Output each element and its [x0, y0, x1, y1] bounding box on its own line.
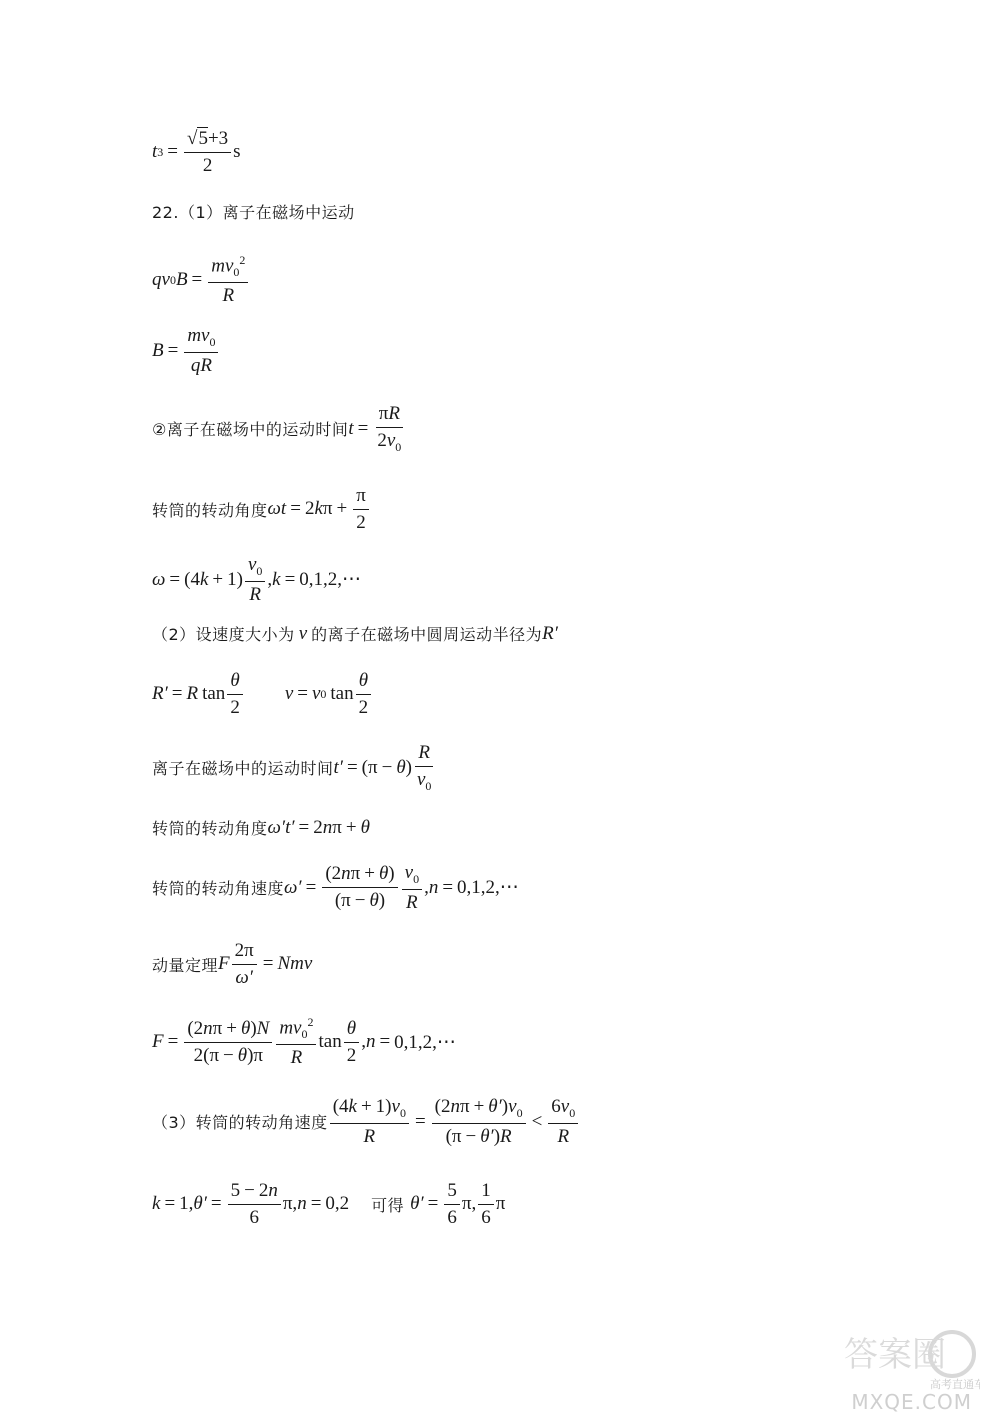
part2-heading: （2）设速度大小为 v 的离子在磁场中圆周运动半径为 R′: [152, 622, 558, 644]
eq-omega: ω = (4 k + 1) $\frac{v_0}{R}$ , k = 0,1,2,⋯: [152, 554, 362, 605]
watermark-small-text: 高考直通车: [930, 1378, 980, 1391]
eq-t3: t 3 = $\frac{√5+3}{2}$ s: [152, 128, 241, 176]
watermark-logo-text: 答案圈: [844, 1335, 946, 1375]
watermark-text: MXQE.COM: [851, 1390, 972, 1414]
eq-momentum: 动量定理 F $\frac{2\pi}{\omega'}$ = Nmv: [152, 940, 313, 988]
eq-result: k = 1, θ′ = $\frac{5 - 2n}{6}$ π, n = 0,2 可得 θ′ = $\frac{5}{6}$ π, $\frac{1}{6}$ π: [152, 1180, 506, 1228]
eq-force: F = $\frac{(2n\pi + \theta)N}{2(\pi - \theta)\pi}$ $\frac{mv_0^2}{R}$ tan $\frac{\theta}{2}$ , n = 0,1,2,⋯: [152, 1015, 456, 1068]
eq-radius: R′ = R tan $\frac{\theta}{2}$ v = v 0 tan $\frac{\theta}{2}$: [152, 670, 373, 719]
eq-rotation-angle-2: 转筒的转动角度 ω′t′ = 2 n π + θ: [152, 816, 370, 838]
eq-part3: （3）转筒的转动角速度 $\frac{(4k + 1)v_0}{R}$ = $\frac{(2n\pi + \theta')v_0}{(\pi - \theta')R}$ < $\frac{6v_0}{R}$: [152, 1096, 580, 1147]
eq-b-field: B = $\frac{mv_0}{qR}$: [152, 325, 220, 376]
eq-part1-time: ②离子在磁场中的运动时间 t = $\frac{\pi R}{2v_0}$: [152, 403, 402, 454]
eq-ion-time: 离子在磁场中的运动时间 t′ = (π − θ ) $\frac{R}{v_0}$: [152, 742, 432, 793]
watermark-badge-icon: [840, 1326, 980, 1396]
eq-rotation-angle: 转筒的转动角度 ωt = 2 k π + $\frac{\pi}{2}$: [152, 485, 371, 534]
eq-lorentz: qv 0 B = $\frac{mv_0^2}{R}$: [152, 254, 250, 307]
q22-part1-heading: 22.（1）离子在磁场中运动: [152, 203, 355, 222]
watermark-logo: [840, 1326, 980, 1396]
eq-angular-speed: 转筒的转动角速度 ω′ = $\frac{(2n\pi + \theta)}{(\pi - \theta)}$ $\frac{v_0}{R}$ , n = 0,1,2,⋯: [152, 862, 519, 913]
